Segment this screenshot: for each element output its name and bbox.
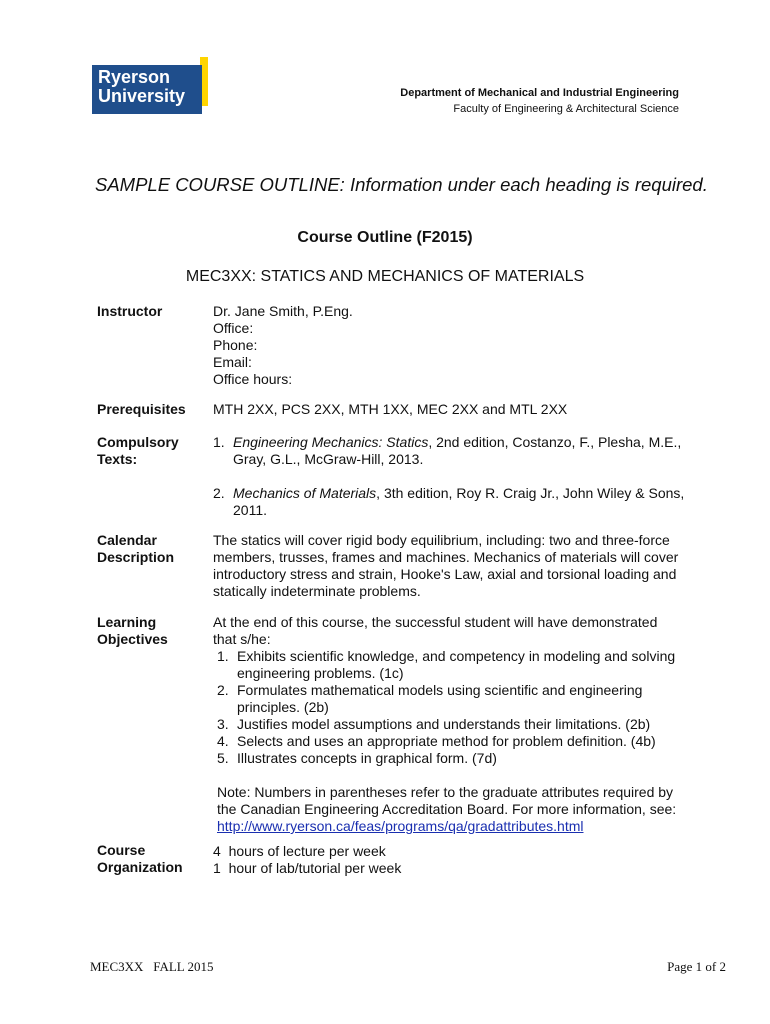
texts-list xyxy=(213,434,683,519)
page-number: Page 1 of 2 xyxy=(667,959,726,974)
lab-hours: 1 hour of lab/tutorial per week xyxy=(213,860,402,876)
objectives-content: At the end of this course, the successful student will have demonstrated that s/he: 1. Exhibits scientific knowledge, and competency in modeling and solving engineering problems. (1c) 2. Formulates mathematical models using scientific and engineering principles. (2b) 3. Justifies model assumptions and understands their limitations. (2b) 4. Selects and uses an appropriate method for problem definition. (4b) 5. Illustrates concepts in graphical form. (7d) Note: Numbers in parentheses refer to the graduate attributes required by the Canadian Engineering Accreditation Board. For more information, see: http://www.ryerson.ca/feas/programs/qa/gradattributes.html xyxy=(213,614,683,835)
outline-title: Course Outline (F2015) xyxy=(297,229,473,246)
text-title: Engineering Mechanics: Statics xyxy=(233,434,429,450)
course-title: MEC3XX: STATICS AND MECHANICS OF MATERIALS xyxy=(185,268,585,285)
text-item: 1. Engineering Mechanics: Statics, 2nd edition, Costanzo, F., Plesha, M.E., Gray, G.L., McGraw-Hill, 2013. xyxy=(213,434,682,467)
department-header xyxy=(400,85,679,117)
lecture-hours: 4 hours of lecture per week xyxy=(213,843,386,859)
organization-details xyxy=(213,843,683,877)
texts-label: Compulsory Texts: xyxy=(97,434,179,467)
instructor-office: Office: xyxy=(213,320,254,336)
instructor-name: Dr. Jane Smith, P.Eng. xyxy=(213,303,353,319)
objectives-list xyxy=(217,648,683,767)
text-title: Mechanics of Materials xyxy=(233,485,377,501)
objective-item: 2. Formulates mathematical models using scientific and engineering principles. (2b) xyxy=(217,682,643,715)
logo-wordmark: Ryerson University xyxy=(92,65,202,114)
instructor-phone: Phone: xyxy=(213,337,258,353)
ryerson-logo xyxy=(92,57,208,114)
objective-item: 3. Justifies model assumptions and understands their limitations. (2b) xyxy=(217,716,651,732)
objectives-label: Learning Objectives xyxy=(97,614,168,647)
objective-item: 4. Selects and uses an appropriate method for problem definition. (4b) xyxy=(217,733,656,749)
instructor-office-hours: Office hours: xyxy=(213,371,293,387)
objective-item: 1. Exhibits scientific knowledge, and competency in modeling and solving engineering problems. (1c) xyxy=(217,648,676,681)
department-name: Department of Mechanical and Industrial Engineering xyxy=(400,87,679,99)
footer-course: MEC3XX FALL 2015 xyxy=(90,959,214,974)
prerequisites-value: MTH 2XX, PCS 2XX, MTH 1XX, MEC 2XX and MTL 2XX xyxy=(213,401,568,417)
text-item: 2. Mechanics of Materials, 3th edition, Roy R. Craig Jr., John Wiley & Sons, 2011. xyxy=(213,485,685,518)
attributes-note: Note: Numbers in parentheses refer to the graduate attributes required by the Canadian Engineering Accreditation Board. For more information, see: http://www.ryerson.ca/feas/programs/qa/gradattributes.html xyxy=(217,784,677,834)
prerequisites-label: Prerequisites xyxy=(97,401,186,417)
grad-attributes-link[interactable]: http://www.ryerson.ca/feas/programs/qa/gradattributes.html xyxy=(217,818,584,834)
organization-label: Course Organization xyxy=(97,842,183,875)
calendar-label: Calendar Description xyxy=(97,532,175,565)
sample-note: SAMPLE COURSE OUTLINE: Information under each heading is required. xyxy=(95,174,708,195)
objective-item: 5. Illustrates concepts in graphical form. (7d) xyxy=(217,750,497,766)
instructor-details xyxy=(213,303,683,388)
calendar-description: The statics will cover rigid body equilibrium, including: two and three-force members, trusses, frames and machines. Mechanics of materials will cover introductory stress and strain, Hooke's Law, axial and torsional loading and statically indeterminate problems. xyxy=(213,532,679,599)
faculty-name: Faculty of Engineering & Architectural Science xyxy=(453,103,679,115)
instructor-label: Instructor xyxy=(97,303,163,319)
instructor-email: Email: xyxy=(213,354,252,370)
